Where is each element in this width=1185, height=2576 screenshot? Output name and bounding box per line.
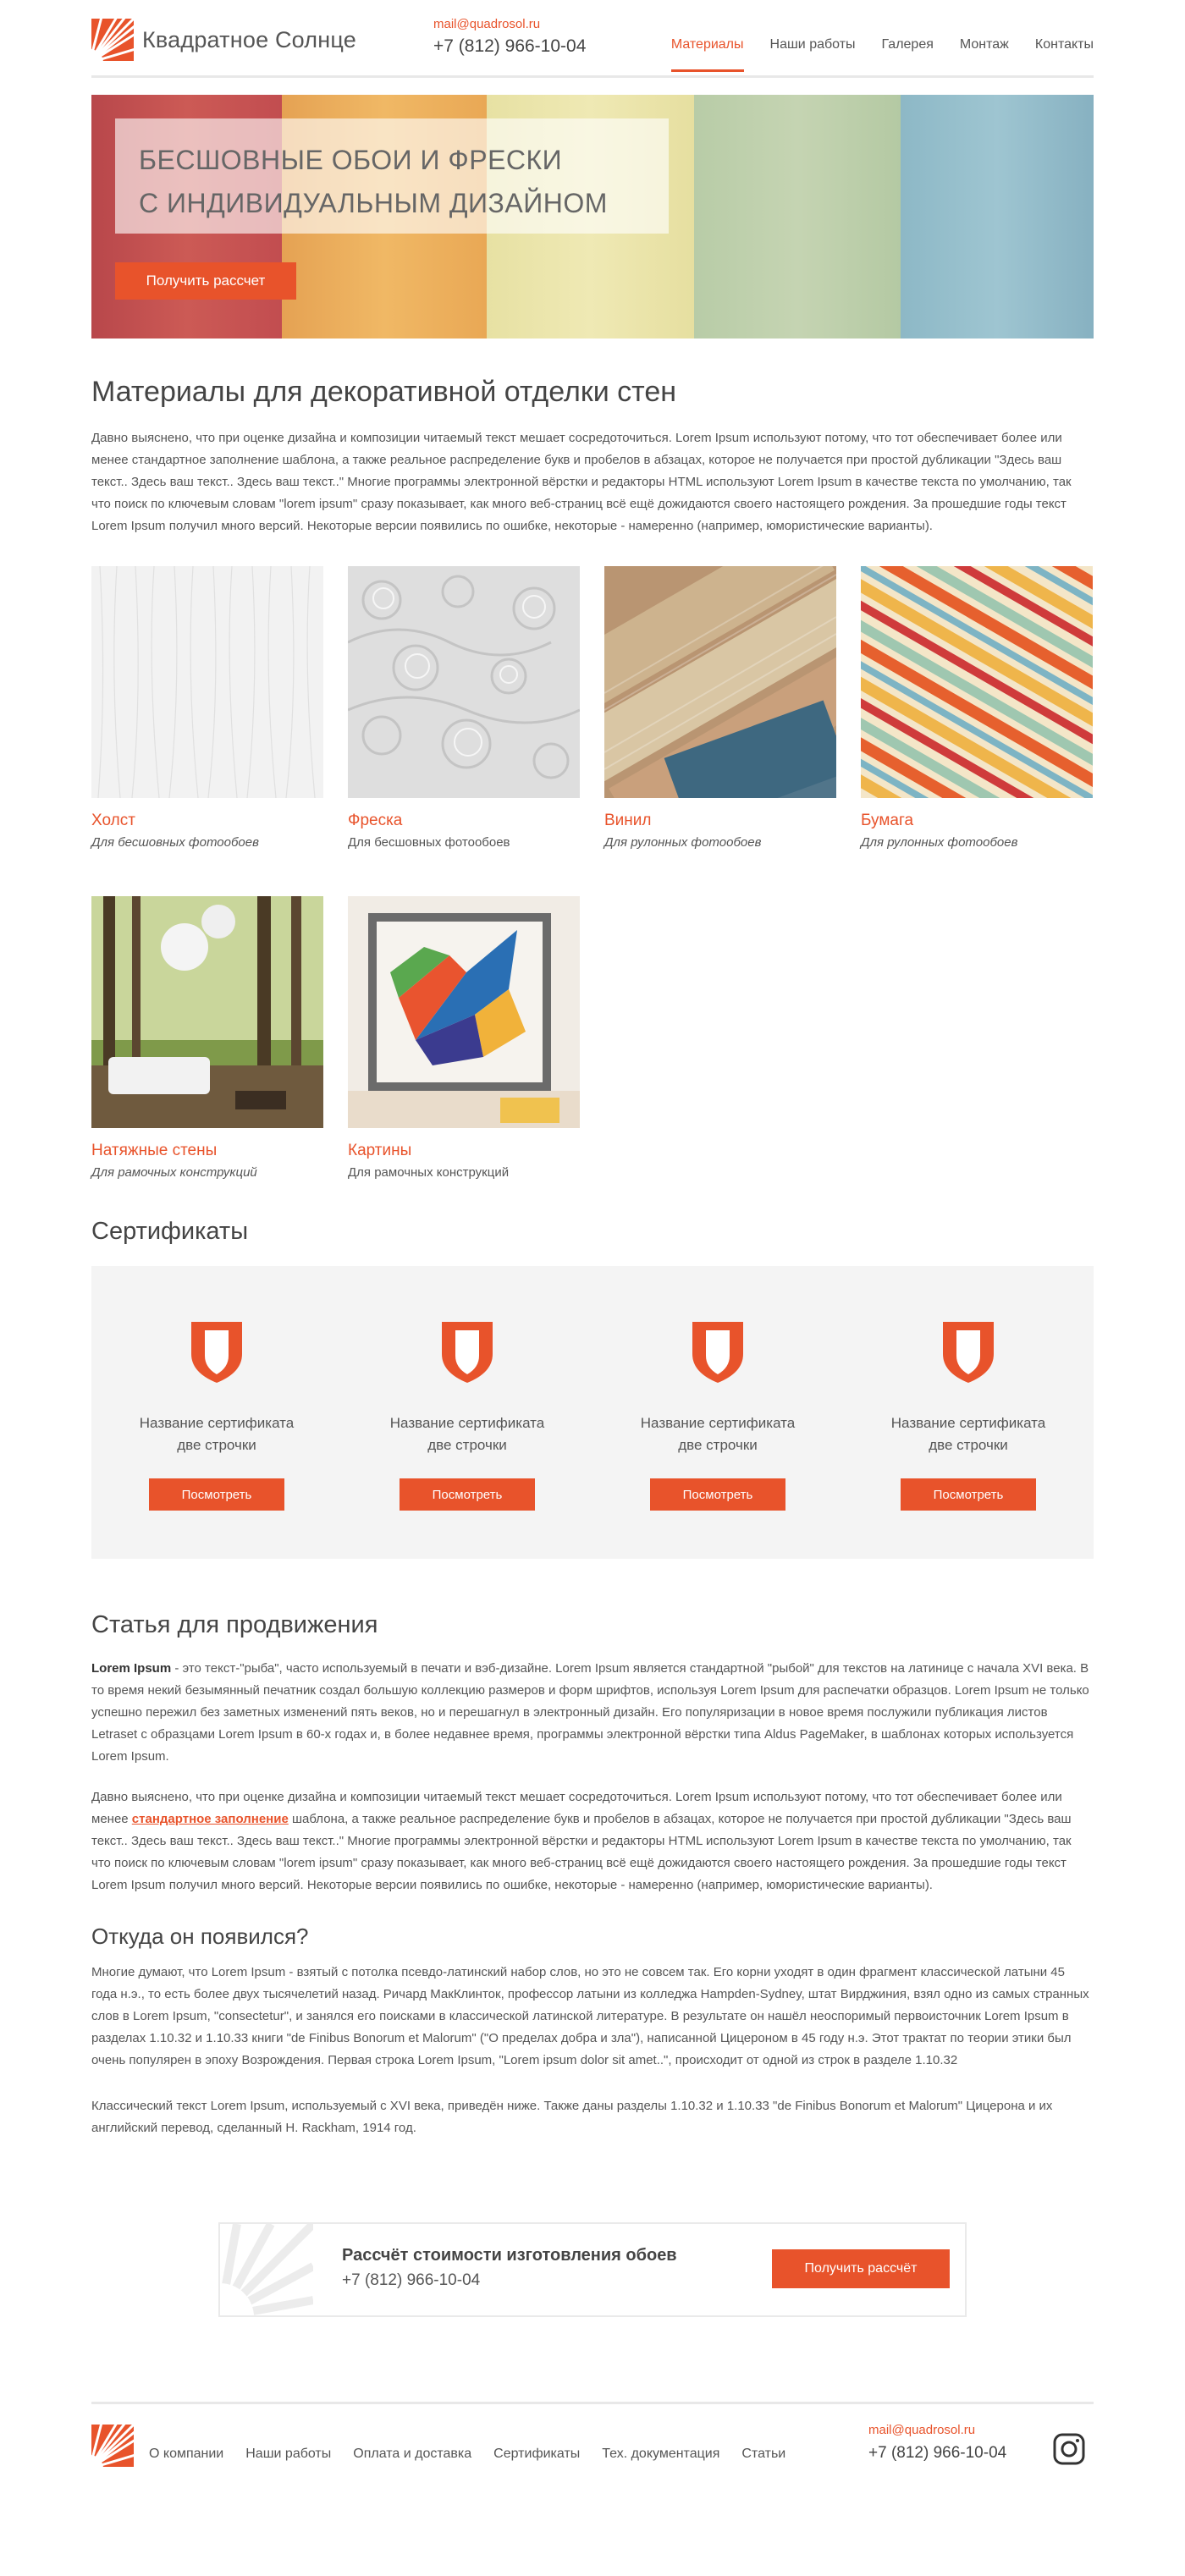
banner-title-box xyxy=(115,118,669,234)
certificates-title: Сертификаты xyxy=(91,1218,249,1245)
material-name[interactable]: Фреска xyxy=(348,812,403,829)
nav-item-installation[interactable]: Монтаж xyxy=(959,37,1009,52)
view-certificate-button[interactable]: Посмотреть xyxy=(650,1478,785,1511)
sun-logo-icon[interactable] xyxy=(91,2425,134,2467)
view-certificate-button[interactable]: Посмотреть xyxy=(149,1478,284,1511)
material-desc: Для бесшовных фотообоев xyxy=(91,835,259,850)
header-email-link[interactable]: mail@quadrosol.ru xyxy=(433,17,541,31)
forest-interior-image xyxy=(91,896,323,1128)
sun-logo-icon xyxy=(91,19,134,61)
price-calculation-block xyxy=(218,2222,967,2317)
instagram-icon[interactable] xyxy=(1053,2433,1085,2465)
logo[interactable] xyxy=(91,19,356,61)
footer-email-link[interactable]: mail@quadrosol.ru xyxy=(868,2423,976,2437)
certificate-card xyxy=(843,1266,1094,1559)
banner-title-line1: БЕСШОВНЫЕ ОБОИ И ФРЕСКИ xyxy=(139,145,563,175)
view-certificate-button[interactable]: Посмотреть xyxy=(400,1478,535,1511)
footer-phone: +7 (812) 966-10-04 xyxy=(868,2444,1007,2462)
shield-icon xyxy=(442,1322,493,1383)
banner-strip-green xyxy=(694,95,901,339)
article-paragraph: Давно выяснено, что при оценке дизайна и композиции читаемый текст мешает сосредоточиться. Lorem Ipsum используют потому, что тот обеспечивает более или менее стандартное заполнение шаблона, а также реальное распределение букв и пробелов в абзацах, которое не получается при простой дубликации "Здесь ваш текст.. Здесь ваш текст.. Здесь ваш текст.." Многие программы электронной вёрстки и редакторы HTML используют Lorem Ipsum в качестве текста по умолчанию, так что поиск по ключевым словам "lorem ipsum" сразу показывает, как много веб-страниц всё ещё дожидаются своего настоящего рождения. За прошедшие годы текст Lorem Ipsum получил много версий. Некоторые версии появились по ошибке, некоторые - намеренно (например, юмористические варианты). xyxy=(91,1790,1072,1892)
material-card-paintings[interactable] xyxy=(348,896,580,1180)
paper-stripes-image xyxy=(861,566,1093,798)
material-name[interactable]: Бумага xyxy=(861,812,914,829)
material-card-vinyl[interactable] xyxy=(604,566,836,850)
footer-link-about[interactable]: О компании xyxy=(149,2447,224,2461)
material-card-fresco[interactable] xyxy=(348,566,580,850)
banner-strip-blue xyxy=(901,95,1094,339)
article xyxy=(91,1611,1094,2139)
nav-item-gallery[interactable]: Галерея xyxy=(881,37,934,52)
shield-icon xyxy=(943,1322,994,1383)
footer-contacts xyxy=(868,2423,1006,2463)
material-card-canvas[interactable] xyxy=(91,566,323,850)
certificate-name: Название сертификата две строчки xyxy=(389,1415,545,1453)
footer-nav xyxy=(149,2447,807,2462)
material-card-stretch-walls[interactable] xyxy=(91,896,323,1180)
view-certificate-button[interactable]: Посмотреть xyxy=(901,1478,1036,1511)
nav-item-contacts[interactable]: Контакты xyxy=(1034,37,1094,52)
certificates-panel xyxy=(91,1266,1094,1559)
canvas-texture-image xyxy=(91,566,323,798)
get-quote-button[interactable]: Получить рассчет xyxy=(115,262,296,300)
header-phone: +7 (812) 966-10-04 xyxy=(433,36,587,56)
material-card-paper[interactable] xyxy=(861,566,1093,850)
get-calculation-button[interactable]: Получить рассчёт xyxy=(772,2249,950,2288)
header-contacts xyxy=(433,17,586,57)
calc-title: Рассчёт стоимости изготовления обоев xyxy=(342,2246,677,2265)
certificate-card xyxy=(592,1266,843,1559)
nav-item-works[interactable]: Наши работы xyxy=(769,37,856,52)
material-name[interactable]: Холст xyxy=(91,812,135,829)
footer-link-docs[interactable]: Тех. документация xyxy=(602,2447,720,2461)
article-inline-link[interactable]: стандартное заполнение xyxy=(131,1812,289,1826)
main-nav xyxy=(645,37,1094,72)
certificate-name: Название сертификата две строчки xyxy=(640,1415,796,1453)
shield-icon xyxy=(191,1322,242,1383)
material-name[interactable]: Натяжные стены xyxy=(91,1142,218,1159)
material-desc: Для рамочных конструкций xyxy=(348,1165,510,1180)
certificate-name: Название сертификата две строчки xyxy=(890,1415,1046,1453)
material-name[interactable]: Картины xyxy=(348,1142,412,1159)
materials-grid xyxy=(91,566,1094,1209)
site-header xyxy=(91,0,1094,78)
sun-watermark-icon xyxy=(220,2224,313,2317)
article-paragraph: Lorem Ipsum - это текст-"рыба", часто используемый в печати и вэб-дизайне. Lorem Ipsum является стандартной "рыбой" для текстов на латинице с начала XVI века. В то время некий безымянный печатник создал большую коллекцию размеров и форм шрифтов, используя Lorem Ipsum для распечатки образцов. Lorem Ipsum не только успешно пережил без заметных изменений пять веков, но и перешагнул в электронный дизайн. Его популяризации в новое время послужили публикация листов Letraset с образцами Lorem Ipsum в 60-х годах и, в более недавнее время, программы электронной вёрстки типа Aldus PageMaker, в шаблонах которых используется Lorem Ipsum. xyxy=(91,1661,1089,1764)
materials-intro: Давно выяснено, что при оценке дизайна и композиции читаемый текст мешает сосредоточиться. Lorem Ipsum используют потому, что тот обеспечивает более или менее стандартное заполнение шаблона, а также реальное распределение букв и пробелов в абзацах, которое не получается при простой дубликации "Здесь ваш текст.. Здесь ваш текст.. Здесь ваш текст.." Многие программы электронной вёрстки и редакторы HTML используют Lorem Ipsum в качестве текста по умолчанию, так что поиск по ключевым словам "lorem ipsum" сразу показывает, как много веб-страниц всё ещё дожидаются своего настоящего рождения. За прошедшие годы текст Lorem Ipsum получил много версий. Некоторые версии появились по ошибке, некоторые - намеренно (например, юмористические варианты). xyxy=(91,431,1072,533)
material-name[interactable]: Винил xyxy=(604,812,652,829)
material-desc: Для рулонных фотообоев xyxy=(604,835,762,850)
brand-name: Квадратное Солнце xyxy=(142,26,356,52)
material-desc: Для рулонных фотообоев xyxy=(861,835,1018,850)
fresco-texture-image xyxy=(348,566,580,798)
footer-link-works[interactable]: Наши работы xyxy=(245,2447,332,2461)
material-desc: Для бесшовных фотообоев xyxy=(348,835,510,850)
nav-item-materials[interactable]: Материалы xyxy=(671,37,744,72)
materials-title: Материалы для декоративной отделки стен xyxy=(91,376,677,408)
banner-title xyxy=(139,139,608,225)
certificate-name: Название сертификата две строчки xyxy=(139,1415,295,1453)
hero-banner xyxy=(91,95,1094,339)
butterfly-painting-image xyxy=(348,896,580,1128)
certificate-card xyxy=(342,1266,592,1559)
footer-link-certificates[interactable]: Сертификаты xyxy=(493,2447,581,2461)
footer-link-articles[interactable]: Статьи xyxy=(741,2447,786,2461)
vinyl-rolls-image xyxy=(604,566,836,798)
certificate-card xyxy=(91,1266,342,1559)
banner-title-line2: С ИНДИВИДУАЛЬНЫМ ДИЗАЙНОМ xyxy=(139,188,608,218)
shield-icon xyxy=(692,1322,743,1383)
article-title: Статья для продвижения xyxy=(91,1611,378,1638)
article-paragraph: Классический текст Lorem Ipsum, используемый с XVI века, приведён ниже. Также даны разделы 1.10.32 и 1.10.33 "de Finibus Bonorum et Malorum" Цицерона и их английский перевод, сделанный H. Rackham, 1914 год. xyxy=(91,2099,1053,2135)
material-desc: Для рамочных конструкций xyxy=(91,1165,257,1180)
article-subtitle: Откуда он появился? xyxy=(91,1924,309,1949)
article-paragraph: Многие думают, что Lorem Ipsum - взятый с потолка псевдо-латинский набор слов, но это не совсем так. Его корни уходят в один фрагмент классической латыни 45 года н.э., то есть более двух тысячелетий назад. Ричард МакКлинток, профессор латыни из колледжа Hampden-Sydney, штат Вирджиния, взял одно из самых странных слов в Lorem Ipsum, "consectetur", и занялся его поисками в классической латинской литературе. В результате он нашёл неоспоримый первоисточник Lorem Ipsum в разделах 1.10.32 и 1.10.33 книги "de Finibus Bonorum et Malorum" ("О пределах добра и зла"), написанной Цицероном в 45 году н.э. Этот трактат по теории этики был очень популярен в эпоху Возрождения. Первая строка Lorem Ipsum, "Lorem ipsum dolor sit amet..", происходит от одной из строк в разделе 1.10.32 xyxy=(91,1965,1089,2067)
site-footer xyxy=(91,2402,1094,2518)
footer-link-payment[interactable]: Оплата и доставка xyxy=(353,2447,472,2461)
calc-phone: +7 (812) 966-10-04 xyxy=(342,2271,481,2289)
